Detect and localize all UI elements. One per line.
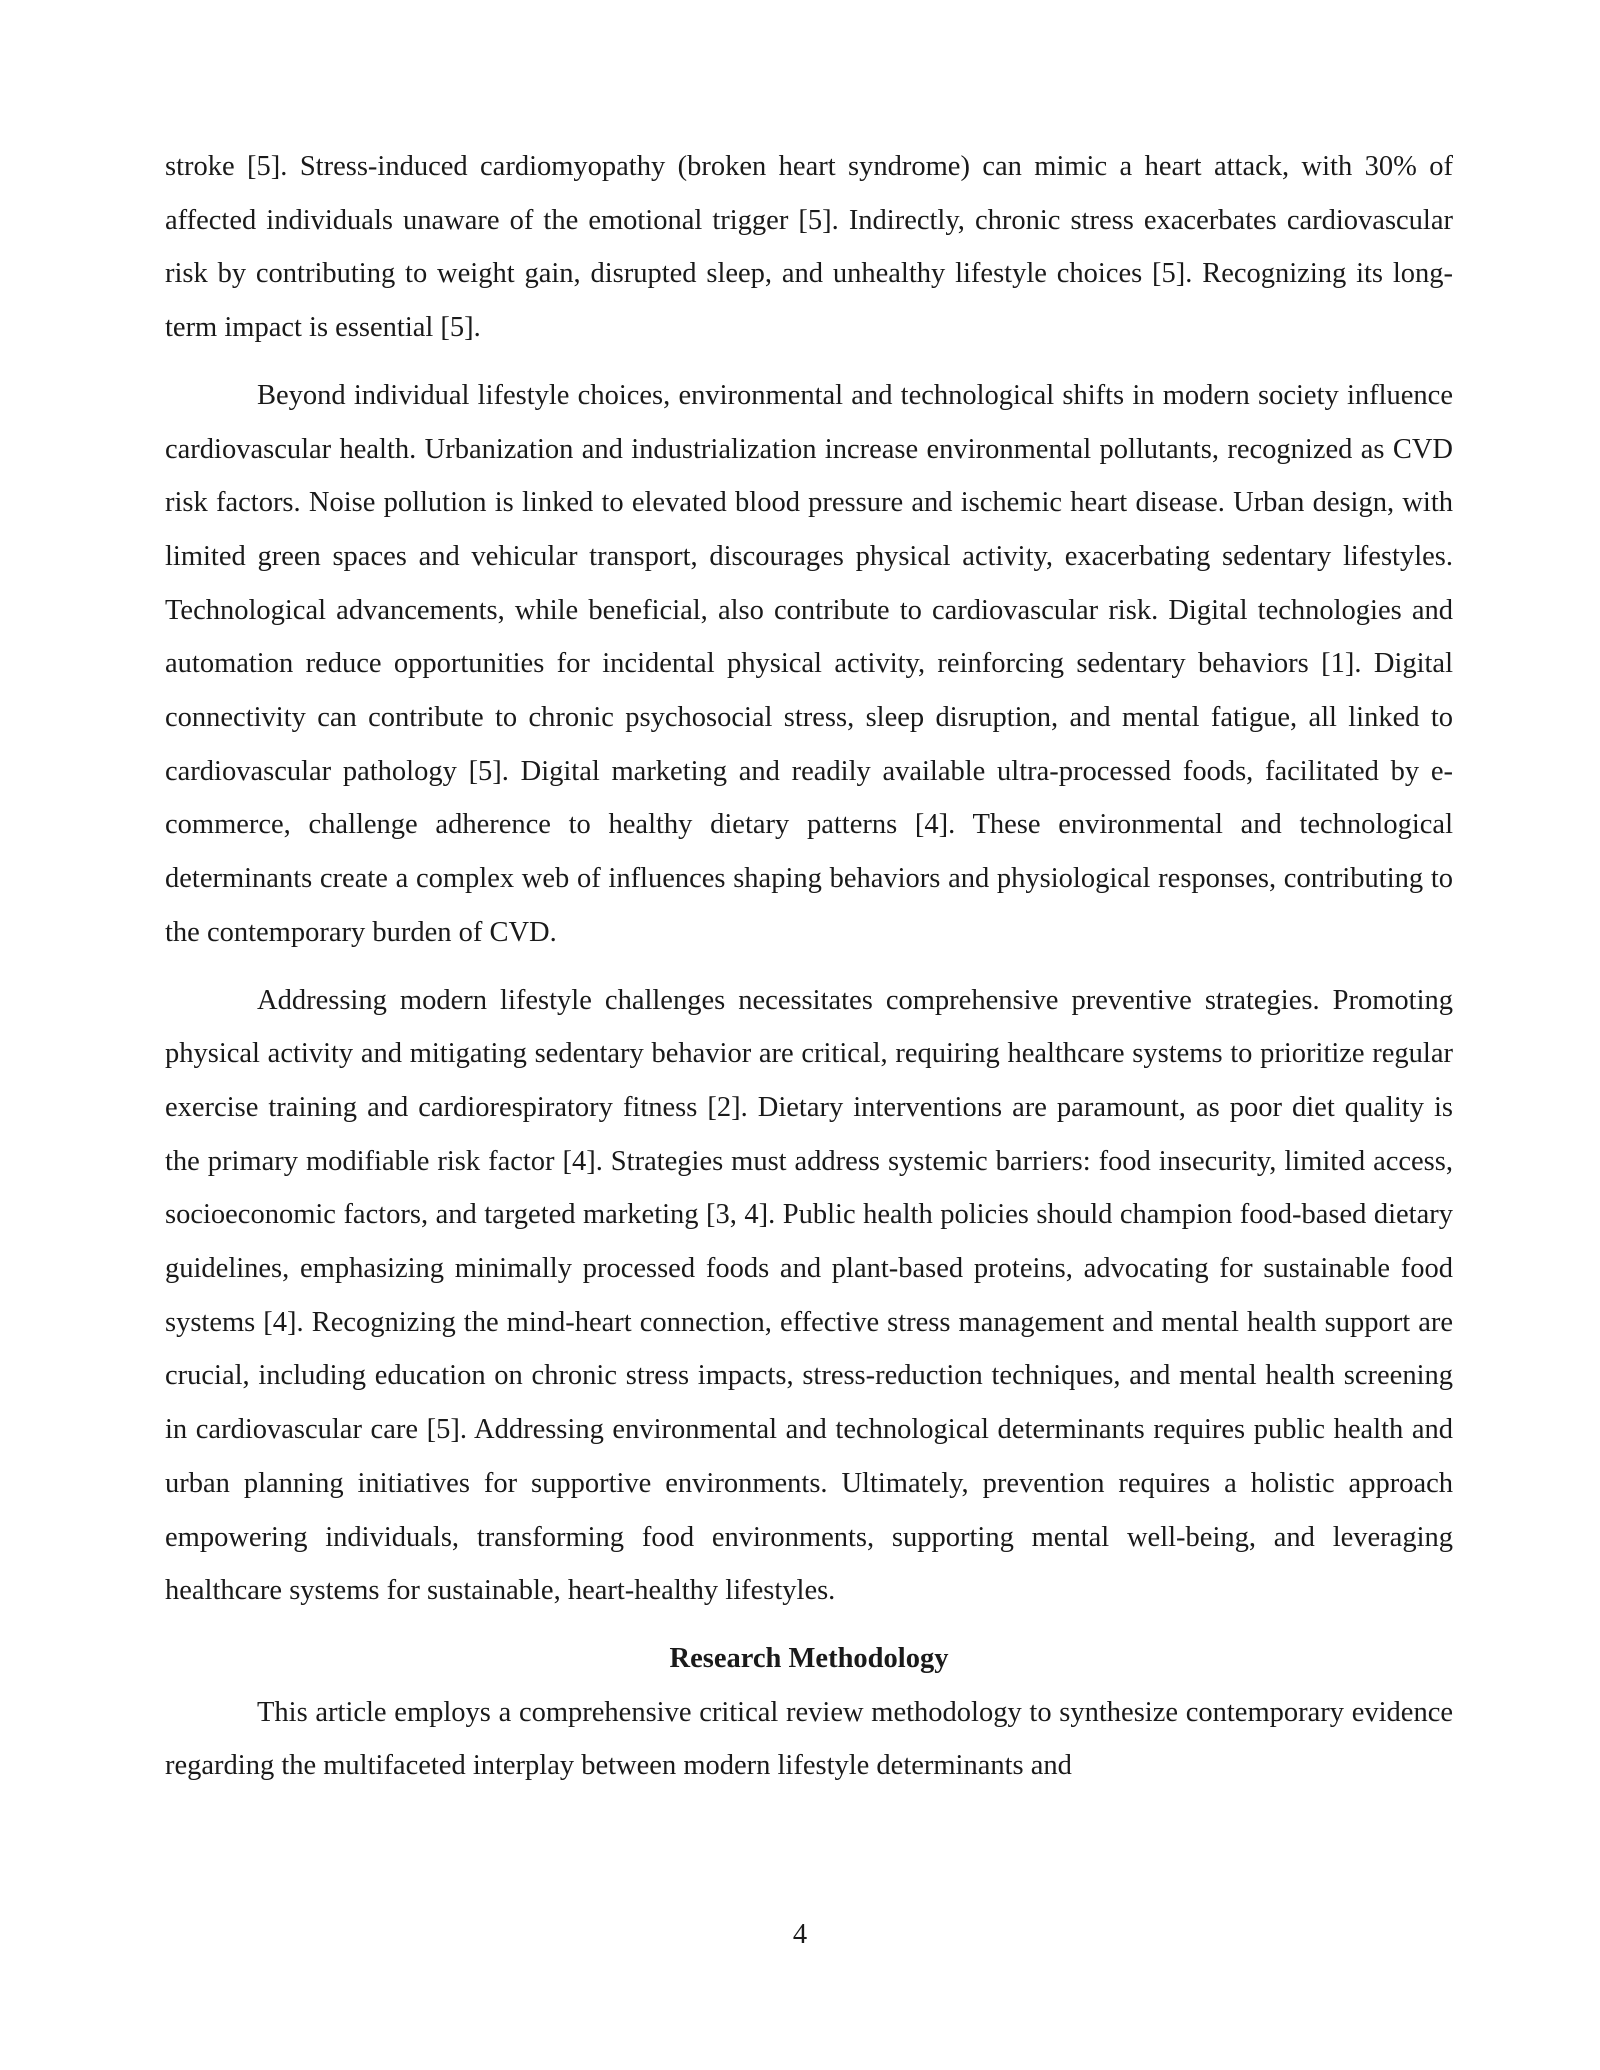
section-heading-research-methodology: Research Methodology — [669, 1642, 949, 1674]
paragraph-methodology: This article employs a comprehensive critical review methodology to synthesize contemporary evidence regarding the multifaceted interplay between modern lifestyle determinants and — [165, 1696, 1453, 1782]
paragraph-preventive-strategies: Addressing modern lifestyle challenges necessitates comprehensive preventive strategies. Promoting physical activity and mitigating sedentary behavior are critical, requiring healthcare systems to prioritize regular exercise training and cardiorespiratory fitness [2]. Dietary interventions are paramount, as poor diet quality is the primary modifiable risk factor [4]. Strategies must address systemic barriers: food insecurity, limited access, socioeconomic factors, and targeted marketing [3, 4]. Public health policies should champion food-based dietary guidelines, emphasizing minimally processed foods and plant-based proteins, advocating for sustainable food systems [4]. Recognizing the mind-heart connection, effective stress management and mental health support are crucial, including education on chronic stress impacts, stress-reduction techniques, and mental health screening in cardiovascular care [5]. Addressing environmental and technological determinants requires public health and urban planning initiatives for supportive environments. Ultimately, prevention requires a holistic approach empowering individuals, transforming food environments, supporting mental well-being, and leveraging healthcare systems for sustainable, heart-healthy lifestyles. — [165, 984, 1453, 1607]
paragraph-environmental-technological: Beyond individual lifestyle choices, environmental and technological shifts in modern society influence cardiovascular health. Urbanization and industrialization increase environmental pollutants, recognized as CVD risk factors. Noise pollution is linked to elevated blood pressure and ischemic heart disease. Urban design, with limited green spaces and vehicular transport, discourages physical activity, exacerbating sedentary lifestyles. Technological advancements, while beneficial, also contribute to cardiovascular risk. Digital technologies and automation reduce opportunities for incidental physical activity, reinforcing sedentary behaviors [1]. Digital connectivity can contribute to chronic psychosocial stress, sleep disruption, and mental fatigue, all linked to cardiovascular pathology [5]. Digital marketing and readily available ultra-processed foods, facilitated by e-commerce, challenge adherence to healthy dietary patterns [4]. These environmental and technological determinants create a complex web of influences shaping behaviors and physiological responses, contributing to the contemporary burden of CVD. — [165, 379, 1453, 948]
page-number: 4 — [792, 1919, 808, 1950]
page-body — [165, 140, 1453, 1793]
paragraph-stress-continuation: stroke [5]. Stress-induced cardiomyopathy (broken heart syndrome) can mimic a heart attack, with 30% of affected individuals unaware of the emotional trigger [5]. Indirectly, chronic stress exacerbates cardiovascular risk by contributing to weight gain, disrupted sleep, and unhealthy lifestyle choices [5]. Recognizing its long-term impact is essential [5]. — [165, 151, 1453, 344]
